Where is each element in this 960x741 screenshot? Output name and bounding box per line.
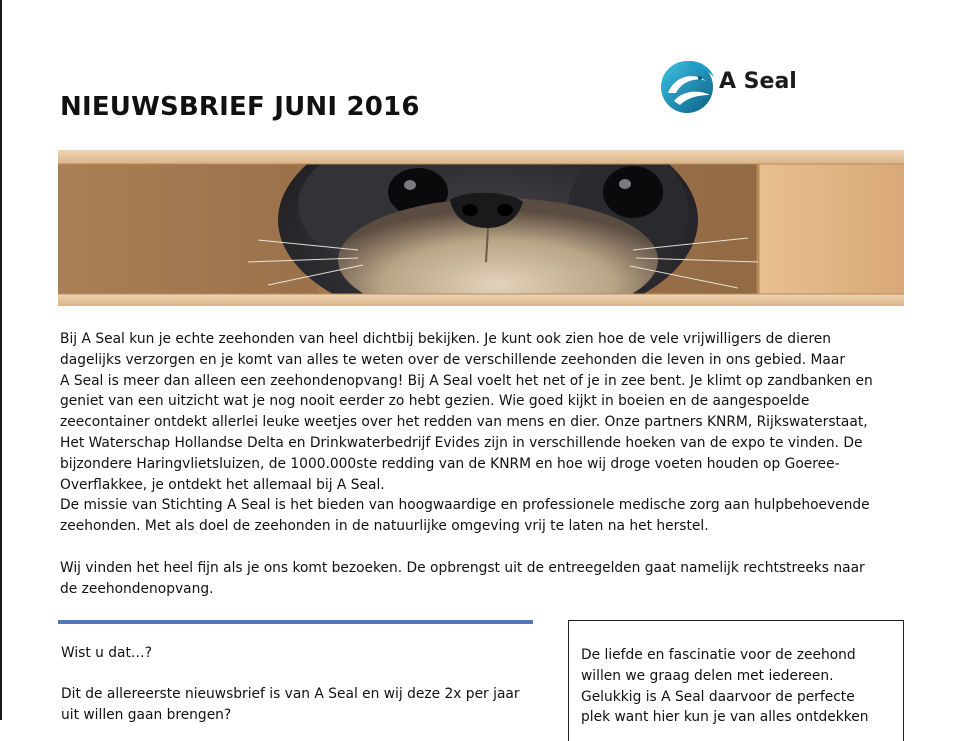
did-you-know-box: [58, 620, 533, 734]
newsletter-title: NIEUWSBRIEF JUNI 2016: [60, 92, 420, 122]
did-you-know-text: [61, 684, 531, 726]
side-box-line: willen we graag delen met iedereen.: [581, 667, 834, 684]
logo-text: A Seal: [719, 69, 797, 94]
visit-line: Wij vinden het heel fijn als je ons komt bezoeken. De opbrengst uit de entreegelden gaat namelijk rechtstreeks naar: [60, 559, 865, 576]
side-box-line: Gelukkig is A Seal daarvoor de perfecte: [581, 688, 855, 705]
page-edge: [0, 0, 2, 720]
intro-line: A Seal is meer dan alleen een zeehondenopvang! Bij A Seal voelt het net of je in zee bent. Je klimt op zandbanken en: [60, 372, 873, 389]
intro-line: dagelijks verzorgen en je komt van alles te weten over de verschillende zeehonden die leven in ons gebied. Maar: [60, 351, 846, 368]
did-you-know-line: Dit de allereerste nieuwsbrief is van A Seal en wij deze 2x per jaar: [61, 686, 520, 702]
intro-line: Het Waterschap Hollandse Delta en Drinkwaterbedrijf Evides zijn in verschillende hoeken van de expo te vinden. De: [60, 434, 863, 451]
intro-line: geniet van een uitzicht wat je nog nooit eerder zo hebt gezien. Wie goed kijkt in boeien en de aangespoelde: [60, 393, 810, 410]
side-text-box: [568, 620, 904, 741]
hero-photo: [58, 150, 904, 306]
side-box-text: [581, 645, 899, 728]
visit-line: de zeehondenopvang.: [60, 580, 214, 597]
intro-line: bijzondere Haringvlietsluizen, de 1000.000ste redding van de KNRM en hoe wij droge voeten houden op Goeree-: [60, 455, 840, 472]
did-you-know-title: Wist u dat…?: [61, 645, 153, 661]
intro-line: Bij A Seal kun je echte zeehonden van heel dichtbij bekijken. Je kunt ook zien hoe de vele vrijwilligers de dieren: [60, 331, 831, 347]
side-box-line: plek want hier kun je van alles ontdekken: [581, 709, 869, 726]
seal-wave-logo-icon: [660, 55, 718, 117]
intro-line: De missie van Stichting A Seal is het bieden van hoogwaardige en professionele medische zorg aan hulpbehoevende: [60, 497, 870, 514]
article-body: [60, 329, 910, 599]
did-you-know-line: uit willen gaan brengen?: [61, 706, 232, 723]
side-box-line: De liefde en fascinatie voor de zeehond: [581, 647, 856, 663]
intro-paragraph: [60, 329, 910, 537]
intro-line: zeecontainer ontdekt allerlei leuke weetjes over het redden van mens en dier. Onze partners KNRM, Rijkswaterstaat,: [60, 414, 868, 431]
visit-paragraph: [60, 558, 910, 600]
intro-line: zeehonden. Met als doel de zeehonden in de natuurlijke omgeving vrij te laten na het herstel.: [60, 518, 709, 535]
intro-line: Overflakkee, je ontdekt het allemaal bij A Seal.: [60, 476, 385, 493]
a-seal-logo[interactable]: [660, 55, 810, 117]
